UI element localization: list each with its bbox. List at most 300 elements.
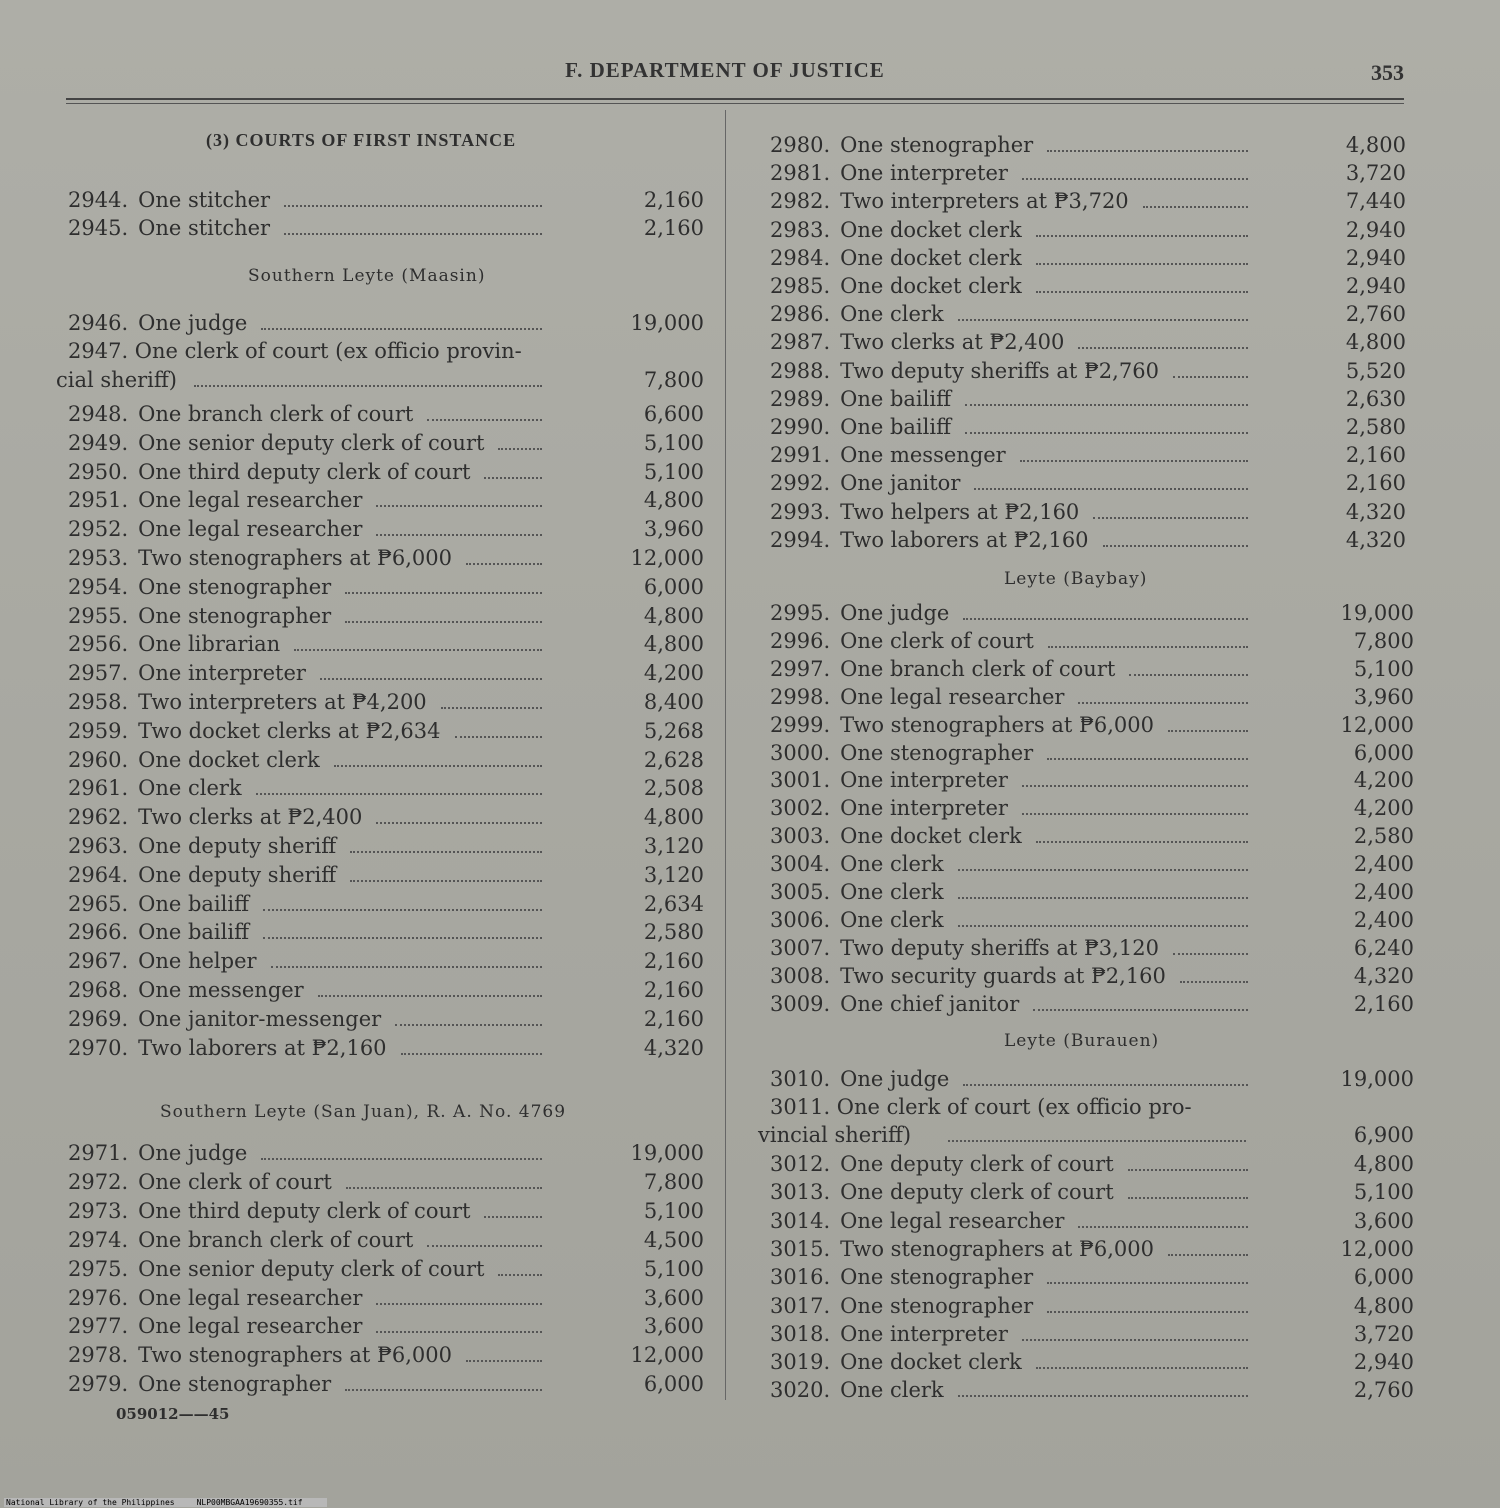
entry-label — [68, 214, 270, 242]
entry-amount: 2,160 — [1345, 471, 1406, 495]
entry-label — [68, 429, 484, 457]
entry-description: One interpreter — [840, 1322, 1008, 1346]
entry-amount: 19,000 — [630, 1141, 704, 1165]
entry-description: One branch clerk of court — [840, 657, 1116, 681]
entry-label — [770, 1263, 1033, 1291]
leader-dots — [1022, 1339, 1248, 1341]
entry-label-line2: vincial sheriff) — [758, 1123, 912, 1147]
entry-number: 2964. — [68, 863, 129, 887]
entry-number: 2974. — [68, 1228, 129, 1252]
entry-description: Two interpreters at ₱3,720 — [840, 189, 1129, 213]
entry-number: 2956. — [68, 632, 129, 656]
entry-number: 2963. — [68, 834, 129, 858]
leader-dots — [261, 1158, 542, 1160]
entry-3012 — [758, 1150, 1418, 1178]
entry-label — [770, 739, 1033, 767]
entry-description: One deputy clerk of court — [840, 1152, 1114, 1176]
entry-amount: 4,500 — [643, 1228, 704, 1252]
entry-description: One janitor-messenger — [138, 1007, 382, 1031]
leader-dots — [284, 205, 542, 207]
entry-number: 2946. — [68, 311, 129, 335]
entry-amount: 4,800 — [1353, 1152, 1414, 1176]
entry-description: One clerk — [840, 908, 944, 932]
entry-number: 2965. — [68, 892, 129, 916]
entry-description: One senior deputy clerk of court — [138, 431, 485, 455]
leader-dots — [263, 937, 542, 939]
entry-2945 — [56, 214, 706, 242]
entry-description: One branch clerk of court — [138, 1228, 414, 1252]
entry-label — [68, 688, 427, 716]
entry-number: 3003. — [770, 824, 831, 848]
leader-dots — [466, 563, 542, 565]
entry-description: Two stenographers at ₱6,000 — [840, 713, 1154, 737]
entry-3019 — [758, 1348, 1418, 1376]
entry-label — [770, 1065, 949, 1093]
entry-2982 — [758, 187, 1418, 215]
leader-dots — [958, 1395, 1248, 1397]
entry-label — [68, 486, 362, 514]
entry-description: One bailiff — [138, 892, 250, 916]
entry-amount: 2,580 — [1345, 415, 1406, 439]
entry-number: 2987. — [770, 330, 831, 354]
leader-dots — [1078, 1226, 1248, 1228]
entry-amount: 2,160 — [643, 949, 704, 973]
entry-number: 3020. — [770, 1378, 831, 1402]
entry-description: One judge — [138, 1141, 248, 1165]
entry-amount: 3,720 — [1345, 161, 1406, 185]
entry-label — [770, 244, 1022, 272]
entry-description: One docket clerk — [840, 246, 1022, 270]
leader-dots — [1103, 545, 1248, 547]
entry-description: One interpreter — [840, 161, 1008, 185]
leader-dots — [1078, 702, 1248, 704]
leader-dots — [401, 1053, 542, 1055]
entry-2966 — [56, 918, 706, 946]
entry-label — [770, 1235, 1154, 1263]
entry-2987 — [758, 328, 1418, 356]
entry-label — [68, 309, 247, 337]
entry-description: One clerk — [840, 852, 944, 876]
entry-2947 — [56, 337, 706, 365]
entry-3017 — [758, 1292, 1418, 1320]
entry-number: 2998. — [770, 685, 831, 709]
entry-number: 2952. — [68, 517, 129, 541]
leader-dots — [1020, 460, 1248, 462]
entry-2977 — [56, 1312, 706, 1340]
entry-number: 3009. — [770, 992, 831, 1016]
leader-dots — [294, 649, 542, 651]
entry-label — [68, 746, 320, 774]
entry-label — [68, 186, 270, 214]
entry-label — [68, 1284, 362, 1312]
entry-3005 — [758, 878, 1418, 906]
leader-dots — [484, 477, 542, 479]
entry-3000 — [758, 739, 1418, 767]
entry-label — [68, 1370, 331, 1398]
entry-amount: 4,320 — [643, 1036, 704, 1060]
entry-amount: 2,508 — [643, 776, 704, 800]
entry-description: One chief janitor — [840, 992, 1020, 1016]
leader-dots — [1033, 1009, 1248, 1011]
entry-amount: 4,200 — [643, 661, 704, 685]
entry-number: 2993. — [770, 500, 831, 524]
entry-number: 2983. — [770, 218, 831, 242]
entry-3020 — [758, 1376, 1418, 1404]
entry-label — [68, 832, 336, 860]
entry-description: One legal researcher — [138, 1314, 363, 1338]
leader-dots — [965, 432, 1248, 434]
entry-2976 — [56, 1284, 706, 1312]
entry-amount: 4,320 — [1353, 964, 1414, 988]
entry-3001 — [758, 766, 1418, 794]
entry-description: Two laborers at ₱2,160 — [840, 528, 1089, 552]
entry-label — [68, 976, 304, 1004]
entry-label — [68, 774, 242, 802]
entry-label — [770, 962, 1166, 990]
section-southern-leyte-san-juan: Southern Leyte (San Juan), R. A. No. 4769 — [160, 1102, 567, 1122]
entry-amount: 3,960 — [1353, 685, 1414, 709]
entry-description: One docket clerk — [138, 748, 320, 772]
entry-2990 — [758, 413, 1418, 441]
entry-description: Two laborers at ₱2,160 — [138, 1036, 387, 1060]
entry-description: One judge — [840, 601, 950, 625]
entry-number: 2973. — [68, 1199, 129, 1223]
entry-label — [770, 822, 1022, 850]
entry-3018 — [758, 1320, 1418, 1348]
leader-dots — [1173, 376, 1248, 378]
entry-label — [68, 602, 331, 630]
leader-dots — [261, 328, 542, 330]
entry-label — [770, 1292, 1033, 1320]
entry-2975 — [56, 1255, 706, 1283]
entry-label — [68, 1168, 332, 1196]
entry-amount: 6,600 — [643, 402, 704, 426]
leader-dots — [1173, 953, 1248, 955]
entry-label — [770, 655, 1115, 683]
leader-dots — [376, 534, 542, 536]
entry-amount: 2,160 — [643, 978, 704, 1002]
entry-amount: 2,160 — [1353, 992, 1414, 1016]
entry-label — [68, 918, 249, 946]
entry-3011 — [758, 1093, 1418, 1121]
entry-label — [770, 1320, 1008, 1348]
leader-dots — [350, 851, 542, 853]
entry-description: One interpreter — [840, 796, 1008, 820]
leader-dots — [1022, 813, 1248, 815]
entry-label — [68, 890, 249, 918]
entry-2944 — [56, 186, 706, 214]
entry-amount: 6,000 — [1353, 1265, 1414, 1289]
leader-dots — [1022, 178, 1248, 180]
entry-number: 3018. — [770, 1322, 831, 1346]
leader-dots — [963, 1084, 1248, 1086]
entry-amount: 5,100 — [643, 1257, 704, 1281]
entry-number: 2962. — [68, 805, 129, 829]
entry-label — [68, 717, 441, 745]
entry-label — [68, 1226, 413, 1254]
entry-description: One stenographer — [138, 575, 332, 599]
entry-description: Two stenographers at ₱6,000 — [138, 546, 452, 570]
entry-description: One legal researcher — [138, 517, 363, 541]
entry-2957 — [56, 659, 706, 687]
leader-dots — [376, 1303, 542, 1305]
entry-2979 — [56, 1370, 706, 1398]
entry-description: One clerk — [840, 1378, 944, 1402]
entry-number: 2950. — [68, 460, 129, 484]
entry-number: 3019. — [770, 1350, 831, 1374]
entry-label — [770, 328, 1064, 356]
entry-label — [770, 187, 1129, 215]
entry-description: One bailiff — [138, 920, 250, 944]
entry-amount: 2,400 — [1353, 880, 1414, 904]
entry-number: 2967. — [68, 949, 129, 973]
entry-amount: 2,160 — [643, 1007, 704, 1031]
entry-description: Two security guards at ₱2,160 — [840, 964, 1166, 988]
entry-number: 2955. — [68, 604, 129, 628]
entry-number: 2969. — [68, 1007, 129, 1031]
entry-number: 2982. — [770, 189, 831, 213]
entry-2994 — [758, 526, 1418, 554]
entry-number: 2991. — [770, 443, 831, 467]
entry-label — [68, 803, 362, 831]
entry-description: One messenger — [840, 443, 1006, 467]
leader-dots — [346, 1187, 542, 1189]
entry-description: Two stenographers at ₱6,000 — [840, 1237, 1154, 1261]
entry-label — [770, 1348, 1022, 1376]
entry-description: Two clerks at ₱2,400 — [840, 330, 1065, 354]
leader-dots — [1036, 235, 1248, 237]
credit-library: National Library of the Philippines — [6, 1498, 175, 1507]
entry-number: 2968. — [68, 978, 129, 1002]
entry-amount: 4,320 — [1345, 500, 1406, 524]
entry-description: One janitor — [840, 471, 961, 495]
entry-description: One judge — [138, 311, 248, 335]
entry-2950 — [56, 458, 706, 486]
entry-amount: 3,720 — [1353, 1322, 1414, 1346]
entry-amount: 5,100 — [643, 431, 704, 455]
entry-2997 — [758, 655, 1418, 683]
entry-number: 2975. — [68, 1257, 129, 1281]
entry-2964 — [56, 861, 706, 889]
entry-label — [770, 526, 1089, 554]
entry-amount: 4,800 — [643, 632, 704, 656]
entry-description: One deputy sheriff — [138, 834, 337, 858]
leader-dots — [271, 966, 542, 968]
entry-number: 2960. — [68, 748, 129, 772]
section-southern-leyte-maasin: Southern Leyte (Maasin) — [248, 266, 486, 286]
entry-description: One clerk of court — [138, 1170, 332, 1194]
entry-2951 — [56, 486, 706, 514]
entry-number: 3016. — [770, 1265, 831, 1289]
leader-dots — [1048, 646, 1248, 648]
entry-description: One legal researcher — [840, 685, 1065, 709]
header-rule — [66, 98, 1404, 100]
entry-label — [770, 272, 1022, 300]
entry-description: One clerk of court — [840, 629, 1034, 653]
entry-amount: 6,000 — [643, 575, 704, 599]
entry-description: One helper — [138, 949, 257, 973]
entry-label — [770, 1178, 1114, 1206]
entry-description: Two stenographers at ₱6,000 — [138, 1343, 452, 1367]
leader-dots — [1047, 1311, 1248, 1313]
entry-number: 3000. — [770, 741, 831, 765]
header-rule-thin — [66, 103, 1404, 104]
leader-dots — [263, 909, 542, 911]
leader-dots — [1047, 150, 1248, 152]
entry-description: One messenger — [138, 978, 304, 1002]
entry-label — [770, 599, 949, 627]
entry-label-line2: cial sheriff) — [56, 368, 177, 392]
entry-2955 — [56, 602, 706, 630]
leader-dots — [194, 385, 542, 387]
entry-2961 — [56, 774, 706, 802]
entry-description: One clerk — [138, 776, 242, 800]
entry-2968 — [56, 976, 706, 1004]
leader-dots — [498, 1274, 542, 1276]
entry-description: One clerk — [840, 302, 944, 326]
entry-2971 — [56, 1139, 706, 1167]
leader-dots — [948, 1140, 1246, 1142]
leader-dots — [350, 880, 542, 882]
leader-dots — [427, 1245, 542, 1247]
entry-3002 — [758, 794, 1418, 822]
entry-amount: 12,000 — [1340, 1237, 1414, 1261]
leader-dots — [376, 1331, 542, 1333]
entry-label — [68, 1341, 452, 1369]
leader-dots — [965, 404, 1248, 406]
entry-amount: 2,634 — [643, 892, 704, 916]
entry-amount: 3,600 — [643, 1314, 704, 1338]
leader-dots — [1036, 291, 1248, 293]
entry-description: One clerk — [840, 880, 944, 904]
entry-number: 2986. — [770, 302, 831, 326]
entry-number: 2984. — [770, 246, 831, 270]
entry-amount: 2,160 — [1345, 443, 1406, 467]
entry-number: 2990. — [770, 415, 831, 439]
entry-description: One judge — [840, 1067, 950, 1091]
entry-description: Two docket clerks at ₱2,634 — [138, 719, 441, 743]
leader-dots — [1036, 841, 1248, 843]
entry-label — [770, 385, 951, 413]
entry-number: 2985. — [770, 274, 831, 298]
entry-3010 — [758, 1065, 1418, 1093]
entry-description: One third deputy clerk of court — [138, 1199, 471, 1223]
entry-number: 3015. — [770, 1237, 831, 1261]
entry-2972 — [56, 1168, 706, 1196]
entry-2948 — [56, 400, 706, 428]
page-title: F. DEPARTMENT OF JUSTICE — [565, 58, 885, 82]
entry-description: One stenographer — [840, 133, 1034, 157]
entry-2989 — [758, 385, 1418, 413]
entry-amount: 7,800 — [1353, 629, 1414, 653]
entry-label — [68, 400, 413, 428]
entry-amount: 4,800 — [643, 604, 704, 628]
entry-2983 — [758, 216, 1418, 244]
entry-3014 — [758, 1207, 1418, 1235]
leader-dots — [318, 995, 542, 997]
entry-label — [68, 1034, 387, 1062]
entry-number: 2958. — [68, 690, 129, 714]
entry-amount: 2,630 — [1345, 387, 1406, 411]
entry-amount: 2,160 — [643, 188, 704, 212]
leader-dots — [1047, 758, 1248, 760]
entry-description: One docket clerk — [840, 218, 1022, 242]
entry-amount: 4,800 — [643, 488, 704, 512]
entry-amount: 19,000 — [1340, 601, 1414, 625]
entry-label — [68, 1139, 247, 1167]
entry-description: One legal researcher — [138, 488, 363, 512]
entry-amount: 6,240 — [1353, 936, 1414, 960]
entry-label — [68, 861, 336, 889]
entry-description: One docket clerk — [840, 824, 1022, 848]
entry-number: 2959. — [68, 719, 129, 743]
entry-2962 — [56, 803, 706, 831]
entry-description: One bailiff — [840, 387, 952, 411]
entry-label — [770, 498, 1079, 526]
entry-2998 — [758, 683, 1418, 711]
entry-2965 — [56, 890, 706, 918]
column-divider — [725, 110, 726, 1400]
entry-label — [770, 469, 960, 497]
entry-number: 2954. — [68, 575, 129, 599]
entry-number: 3014. — [770, 1209, 831, 1233]
entry-description: One senior deputy clerk of court — [138, 1257, 485, 1281]
entry-label — [68, 947, 257, 975]
entry-2960 — [56, 746, 706, 774]
entry-2986 — [758, 300, 1418, 328]
entry-amount: 3,600 — [1353, 1209, 1414, 1233]
entry-2970 — [56, 1034, 706, 1062]
entry-description: One third deputy clerk of court — [138, 460, 471, 484]
entry-description: One stenographer — [840, 741, 1034, 765]
entry-number: 2945. — [68, 216, 129, 240]
entry-number: 2979. — [68, 1372, 129, 1396]
entry-amount: 4,320 — [1345, 528, 1406, 552]
entry-amount: 2,760 — [1345, 302, 1406, 326]
leader-dots — [320, 678, 542, 680]
leader-dots — [427, 419, 542, 421]
entry-amount: 2,628 — [643, 748, 704, 772]
entry-label — [770, 441, 1006, 469]
entry-2967 — [56, 947, 706, 975]
entry-number: 2951. — [68, 488, 129, 512]
entry-amount: 3,120 — [643, 834, 704, 858]
entry-2952 — [56, 515, 706, 543]
entry-number: 3012. — [770, 1152, 831, 1176]
entry-amount: 5,100 — [643, 1199, 704, 1223]
entry-2954 — [56, 573, 706, 601]
entry-description: Two clerks at ₱2,400 — [138, 805, 363, 829]
entry-number: 2988. — [770, 359, 831, 383]
entry-number: 3002. — [770, 796, 831, 820]
leader-dots — [345, 621, 542, 623]
entry-number: 2995. — [770, 601, 831, 625]
entry-amount: 5,100 — [643, 460, 704, 484]
entry-label — [770, 683, 1064, 711]
section-leyte-baybay: Leyte (Baybay) — [1004, 569, 1148, 589]
leader-dots — [1022, 785, 1248, 787]
entry-label — [770, 1150, 1114, 1178]
entry-number: 3007. — [770, 936, 831, 960]
entry-label — [770, 216, 1022, 244]
entry-number: 2961. — [68, 776, 129, 800]
entry-3008 — [758, 962, 1418, 990]
leader-dots — [963, 618, 1248, 620]
entry-2973 — [56, 1197, 706, 1225]
entry-number: 2981. — [770, 161, 831, 185]
entry-2974 — [56, 1226, 706, 1254]
entry-amount: 12,000 — [630, 546, 704, 570]
